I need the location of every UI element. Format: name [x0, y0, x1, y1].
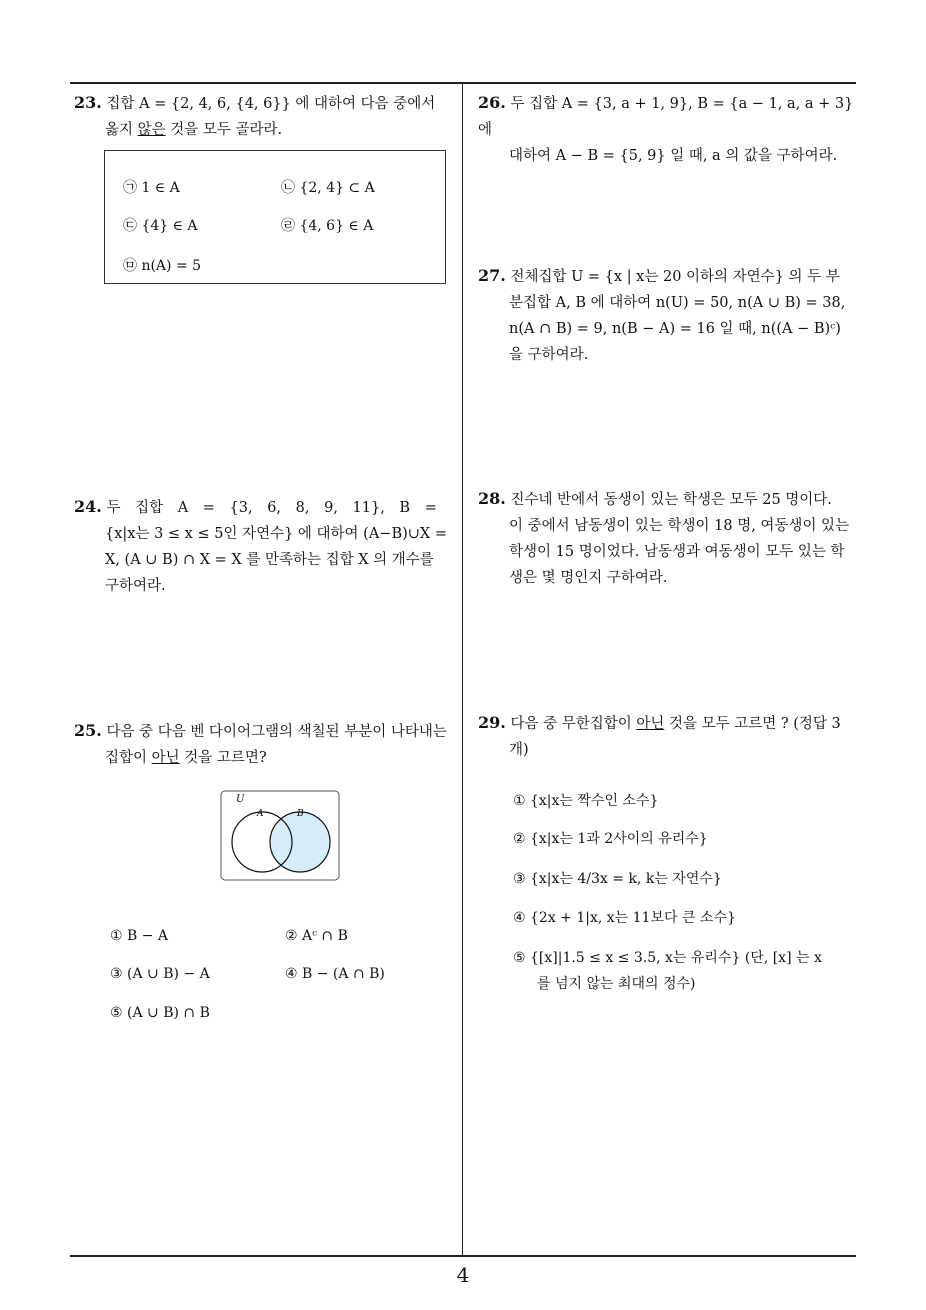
problem-27-text: 전체집합 U = {x | x는 20 이하의 자연수} 의 두 부	[510, 269, 840, 285]
problem-26	[478, 90, 862, 169]
option-item: ㉡ {2, 4} ⊂ A	[281, 180, 375, 196]
problem-number: 28.	[478, 489, 506, 508]
problem-26-line1	[478, 90, 862, 143]
top-rule	[70, 82, 856, 84]
problem-25-text: 다음 중 다음 벤 다이어그램의 색칠된 부분이 나타내는	[106, 724, 447, 740]
problem-29-text-a: 다음 중 무한집합이	[510, 716, 637, 732]
problem-27-line2: 분집합 A, B 에 대하여 n(U) = 50, n(A ∪ B) = 38,	[509, 295, 846, 311]
problem-27	[478, 263, 862, 368]
problem-27-line1	[478, 263, 862, 290]
problem-25-line1	[74, 718, 460, 745]
problem-29-line2: 개)	[509, 742, 529, 758]
set-b-label: B	[297, 809, 304, 819]
problem-23-text: 집합 A = {2, 4, 6, {4, 6}} 에 대하여 다음 중에서	[106, 96, 436, 112]
problem-number: 23.	[74, 93, 102, 112]
problem-28-line3: 학생이 15 명이었다. 남동생과 여동생이 모두 있는 학	[509, 544, 845, 560]
problem-24	[74, 494, 456, 599]
problem-28-text: 진수네 반에서 동생이 있는 학생은 모두 25 명이다.	[510, 492, 832, 508]
problem-27-line4: 을 구하여라.	[509, 347, 589, 363]
problem-24-text: 두 집합 A = {3, 6, 8, 9, 11}, B =	[106, 500, 437, 516]
underlined-word: 않은	[137, 122, 166, 138]
choice-item: ① B − A	[110, 928, 169, 944]
problem-25	[74, 718, 460, 771]
choice-item: ① {x|x는 짝수인 소수}	[513, 793, 659, 809]
problem-number: 25.	[74, 721, 102, 740]
option-item: ㉤ n(A) = 5	[123, 258, 202, 274]
set-a-label: A	[257, 809, 264, 819]
set-b-circle	[270, 812, 330, 872]
problem-25-text-a: 집합이	[105, 750, 152, 766]
underlined-word: 아닌	[636, 716, 665, 732]
problem-28-line4: 생은 몇 명인지 구하여라.	[509, 570, 668, 586]
underlined-word: 아닌	[151, 750, 180, 766]
problem-26-text: 두 집합 A = {3, a + 1, 9}, B = {a − 1, a, a + 3} 에	[478, 96, 854, 138]
options-box	[104, 150, 446, 284]
problem-28-line2: 이 중에서 남동생이 있는 학생이 18 명, 여동생이 있는	[509, 518, 850, 534]
problem-26-line2: 대하여 A − B = {5, 9} 일 때, a 의 값을 구하여라.	[509, 148, 838, 164]
choice-item: ④ {2x + 1|x, x는 11보다 큰 소수}	[513, 910, 736, 926]
problem-24-line4: 구하여라.	[105, 578, 166, 594]
problem-24-line2: {x|x는 3 ≤ x ≤ 5인 자연수} 에 대하여 (A−B)∪X =	[105, 526, 447, 542]
problem-25-text-b: 것을 고르면?	[179, 750, 267, 766]
choice-item: ② {x|x는 1과 2사이의 유리수}	[513, 831, 708, 847]
venn-diagram	[220, 790, 342, 882]
choice-item: ② Aᶜ ∩ B	[285, 928, 348, 944]
problem-23-text-a: 옳지	[105, 122, 138, 138]
column-divider	[462, 83, 463, 1256]
problem-28	[478, 486, 862, 591]
choice-item: ④ B − (A ∩ B)	[285, 966, 385, 982]
problem-number: 29.	[478, 713, 506, 732]
problem-28-line1	[478, 486, 862, 513]
choice-item: ③ {x|x는 4/3x = k, k는 자연수}	[513, 871, 722, 887]
problem-29-line1	[478, 710, 862, 737]
option-item: ㉣ {4, 6} ∈ A	[281, 218, 374, 234]
page-number: 4	[456, 1263, 470, 1287]
choice-item: ⑤ {[x]|1.5 ≤ x ≤ 3.5, x는 유리수} (단, [x] 는 x	[513, 950, 822, 966]
choice-item-continuation: 를 넘지 않는 최대의 정수)	[537, 976, 696, 992]
bottom-rule	[70, 1255, 856, 1257]
problem-29	[478, 710, 862, 763]
problem-number: 27.	[478, 266, 506, 285]
problem-27-line3: n(A ∩ B) = 9, n(B − A) = 16 일 때, n((A − B)ᶜ)	[509, 321, 841, 337]
choice-item: ③ (A ∪ B) − A	[110, 966, 210, 982]
problem-number: 26.	[478, 93, 506, 112]
problem-24-line1	[74, 494, 456, 521]
problem-29-text-b: 것을 모두 고르면 ? (정답 3	[664, 716, 841, 732]
problem-number: 24.	[74, 497, 102, 516]
option-item: ㉠ 1 ∈ A	[123, 180, 180, 196]
universe-label: U	[236, 794, 245, 805]
choice-item: ⑤ (A ∪ B) ∩ B	[110, 1005, 210, 1021]
problem-25-line2	[74, 745, 460, 771]
problem-23	[74, 90, 460, 143]
problem-23-line1	[74, 90, 460, 117]
problem-23-text-b: 것을 모두 골라라.	[165, 122, 283, 138]
problem-23-line2	[74, 117, 460, 143]
option-item: ㉢ {4} ∈ A	[123, 218, 198, 234]
problem-24-line3: X, (A ∪ B) ∩ X = X 를 만족하는 집합 X 의 개수를	[105, 552, 434, 568]
